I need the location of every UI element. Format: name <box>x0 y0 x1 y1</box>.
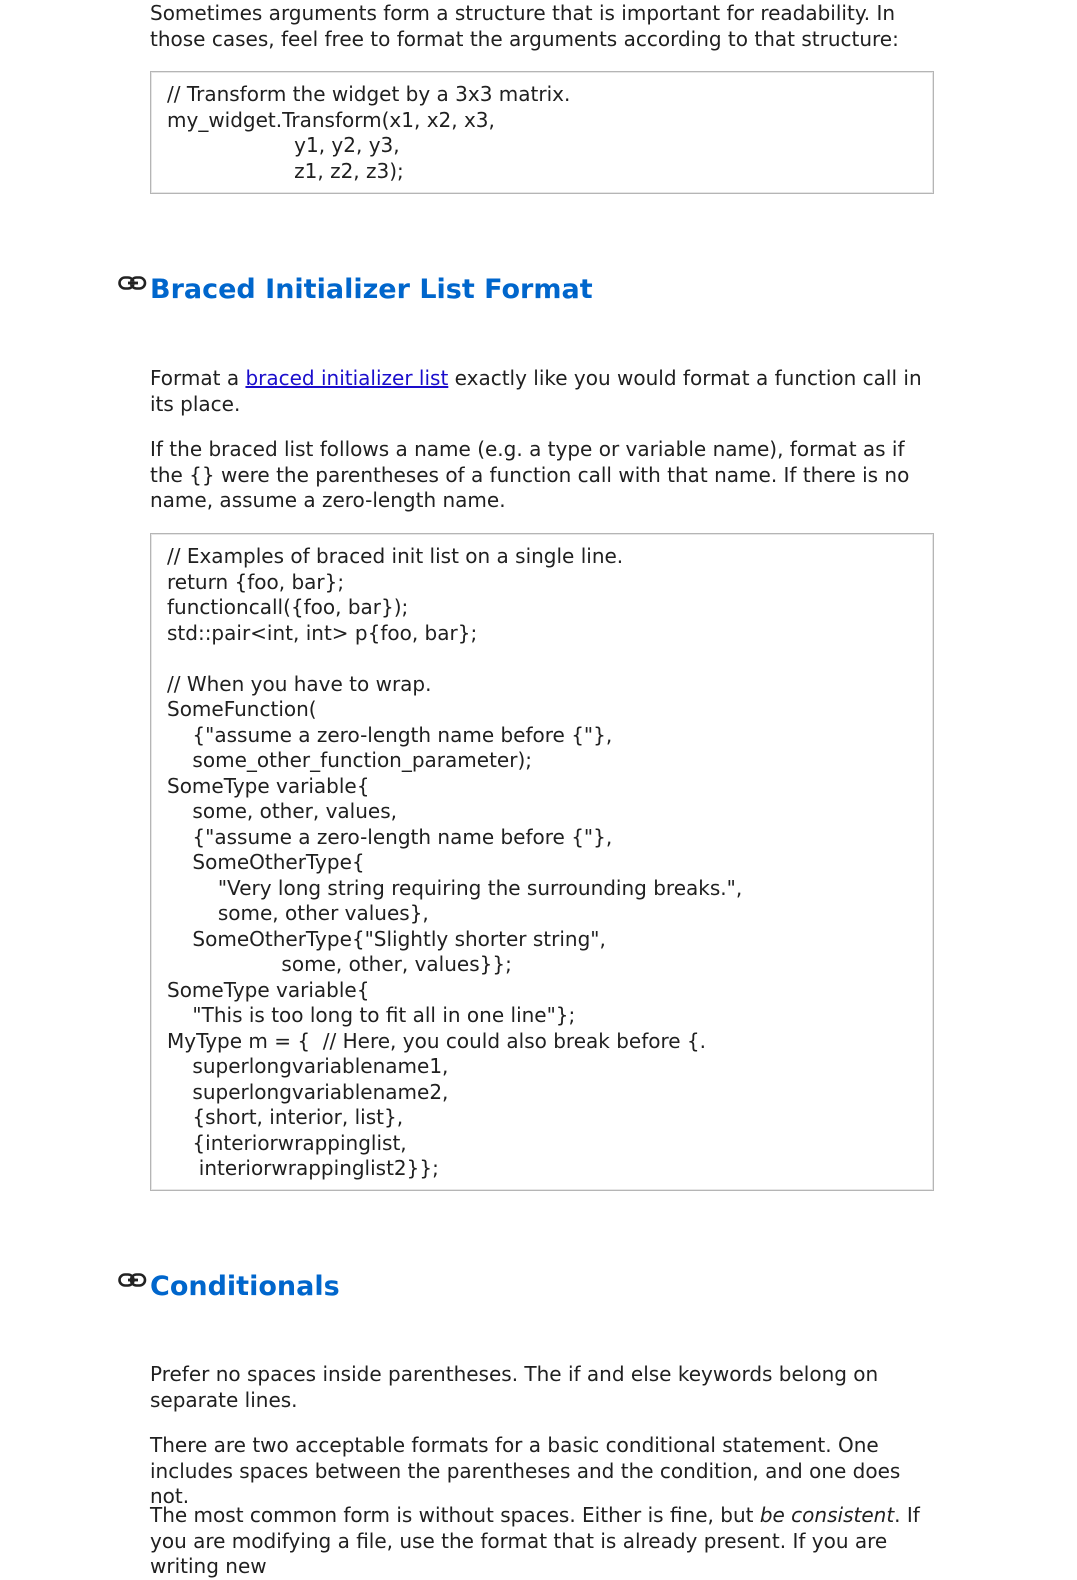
conditionals-paragraph-3 <box>150 1503 926 1580</box>
braced-paragraph-2: If the braced list follows a name (e.g. a type or variable name), format as if the {} were the parentheses of a function call with that name. If there is no name, assume a zero-length name. <box>150 437 910 512</box>
code-block-braced: // Examples of braced init list on a single line. return {foo, bar}; functioncall({foo, bar}); std::pair<int, int> p{foo, bar}; // When you have to wrap. SomeFunction( {"assume a zero-length name before {"}, some_other_function_parameter); SomeType variable{ some, other, values, {"assume a zero-length name before {"}, SomeOtherType{ "Very long string requiring the surrounding breaks.", some, other values}, SomeOtherType{"Slightly shorter string", some, other, values}}; SomeType variable{ "This is too long to fit all in one line"}; MyType m = { // Here, you could also break before {. superlongvariablename1, superlongvariablename2, {short, interior, list}, {interiorwrappinglist, interiorwrappinglist2}}; <box>150 533 934 1191</box>
conditionals-paragraph-2: There are two acceptable formats for a basic conditional statement. One includes spaces between the parentheses and the condition, and one does not. <box>150 1433 901 1508</box>
intro-paragraph: Sometimes arguments form a structure that is important for readability. In those cases, feel free to format the arguments according to that structure: <box>150 1 899 51</box>
text-span: The most common form is without spaces. Either is fine, but <box>150 1503 760 1527</box>
heading-text: Conditionals <box>150 1271 340 1302</box>
emphasis-text: be consistent <box>759 1503 895 1527</box>
heading-braced-initializer <box>150 273 593 307</box>
text-span: . If you are modifying a file, use the format that is already present. If you are writing new <box>150 1503 920 1578</box>
text-span: Format a <box>150 366 246 390</box>
heading-text: Braced Initializer List Format <box>150 274 593 305</box>
link-icon[interactable] <box>118 276 148 290</box>
code-block-transform: // Transform the widget by a 3x3 matrix. my_widget.Transform(x1, x2, x3, y1, y2, y3, z1, z2, z3); <box>150 71 934 194</box>
link-icon[interactable] <box>118 1273 148 1287</box>
text-span: exactly like you would format a function call in its place. <box>150 366 922 416</box>
heading-conditionals <box>150 1270 340 1304</box>
braced-paragraph-1 <box>150 366 926 417</box>
braced-initializer-list-link[interactable]: braced initializer list <box>245 366 449 390</box>
conditionals-paragraph-1: Prefer no spaces inside parentheses. The if and else keywords belong on separate lines. <box>150 1362 879 1412</box>
